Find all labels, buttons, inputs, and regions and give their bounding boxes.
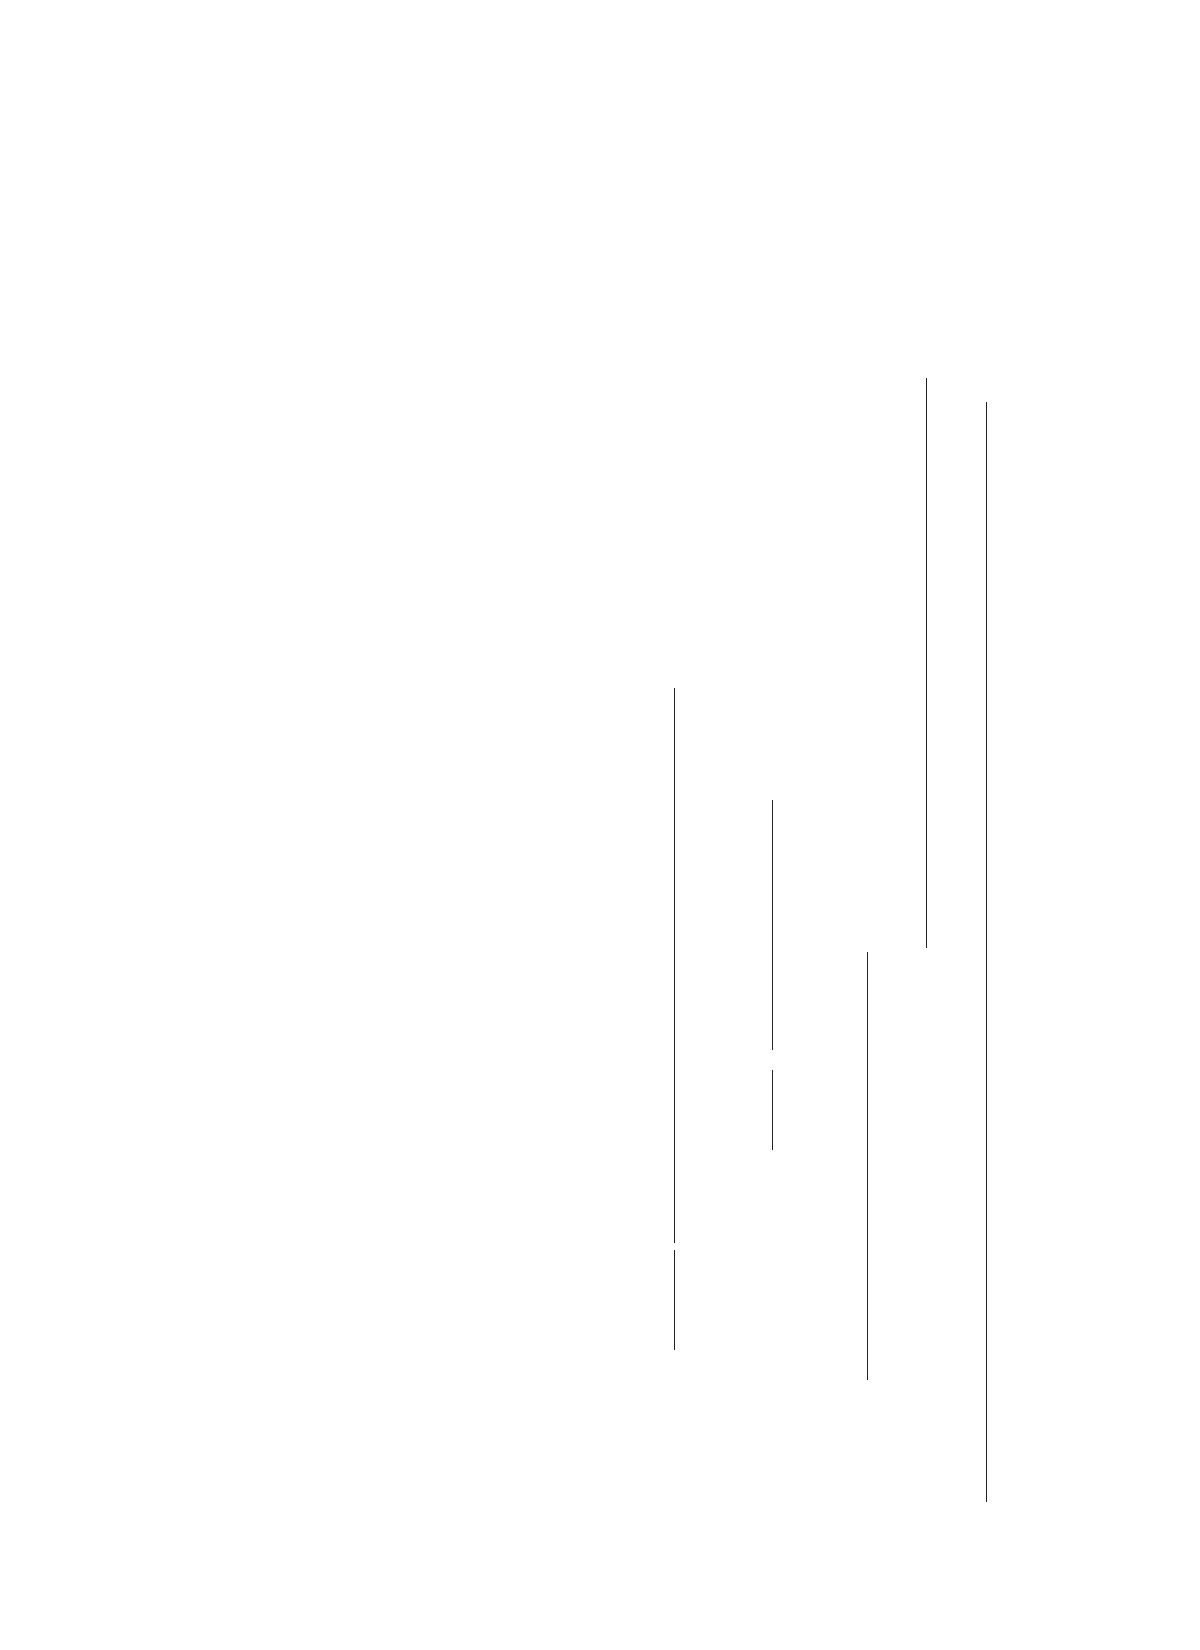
accountant-signature-line [772, 1070, 773, 1150]
calc-amount-line [926, 378, 927, 948]
head-decoding-line [674, 688, 675, 1243]
committee-line [986, 402, 987, 1502]
head-signature-line [674, 1250, 675, 1350]
accountant-decoding-line [772, 800, 773, 1050]
executor-line [867, 952, 868, 1380]
